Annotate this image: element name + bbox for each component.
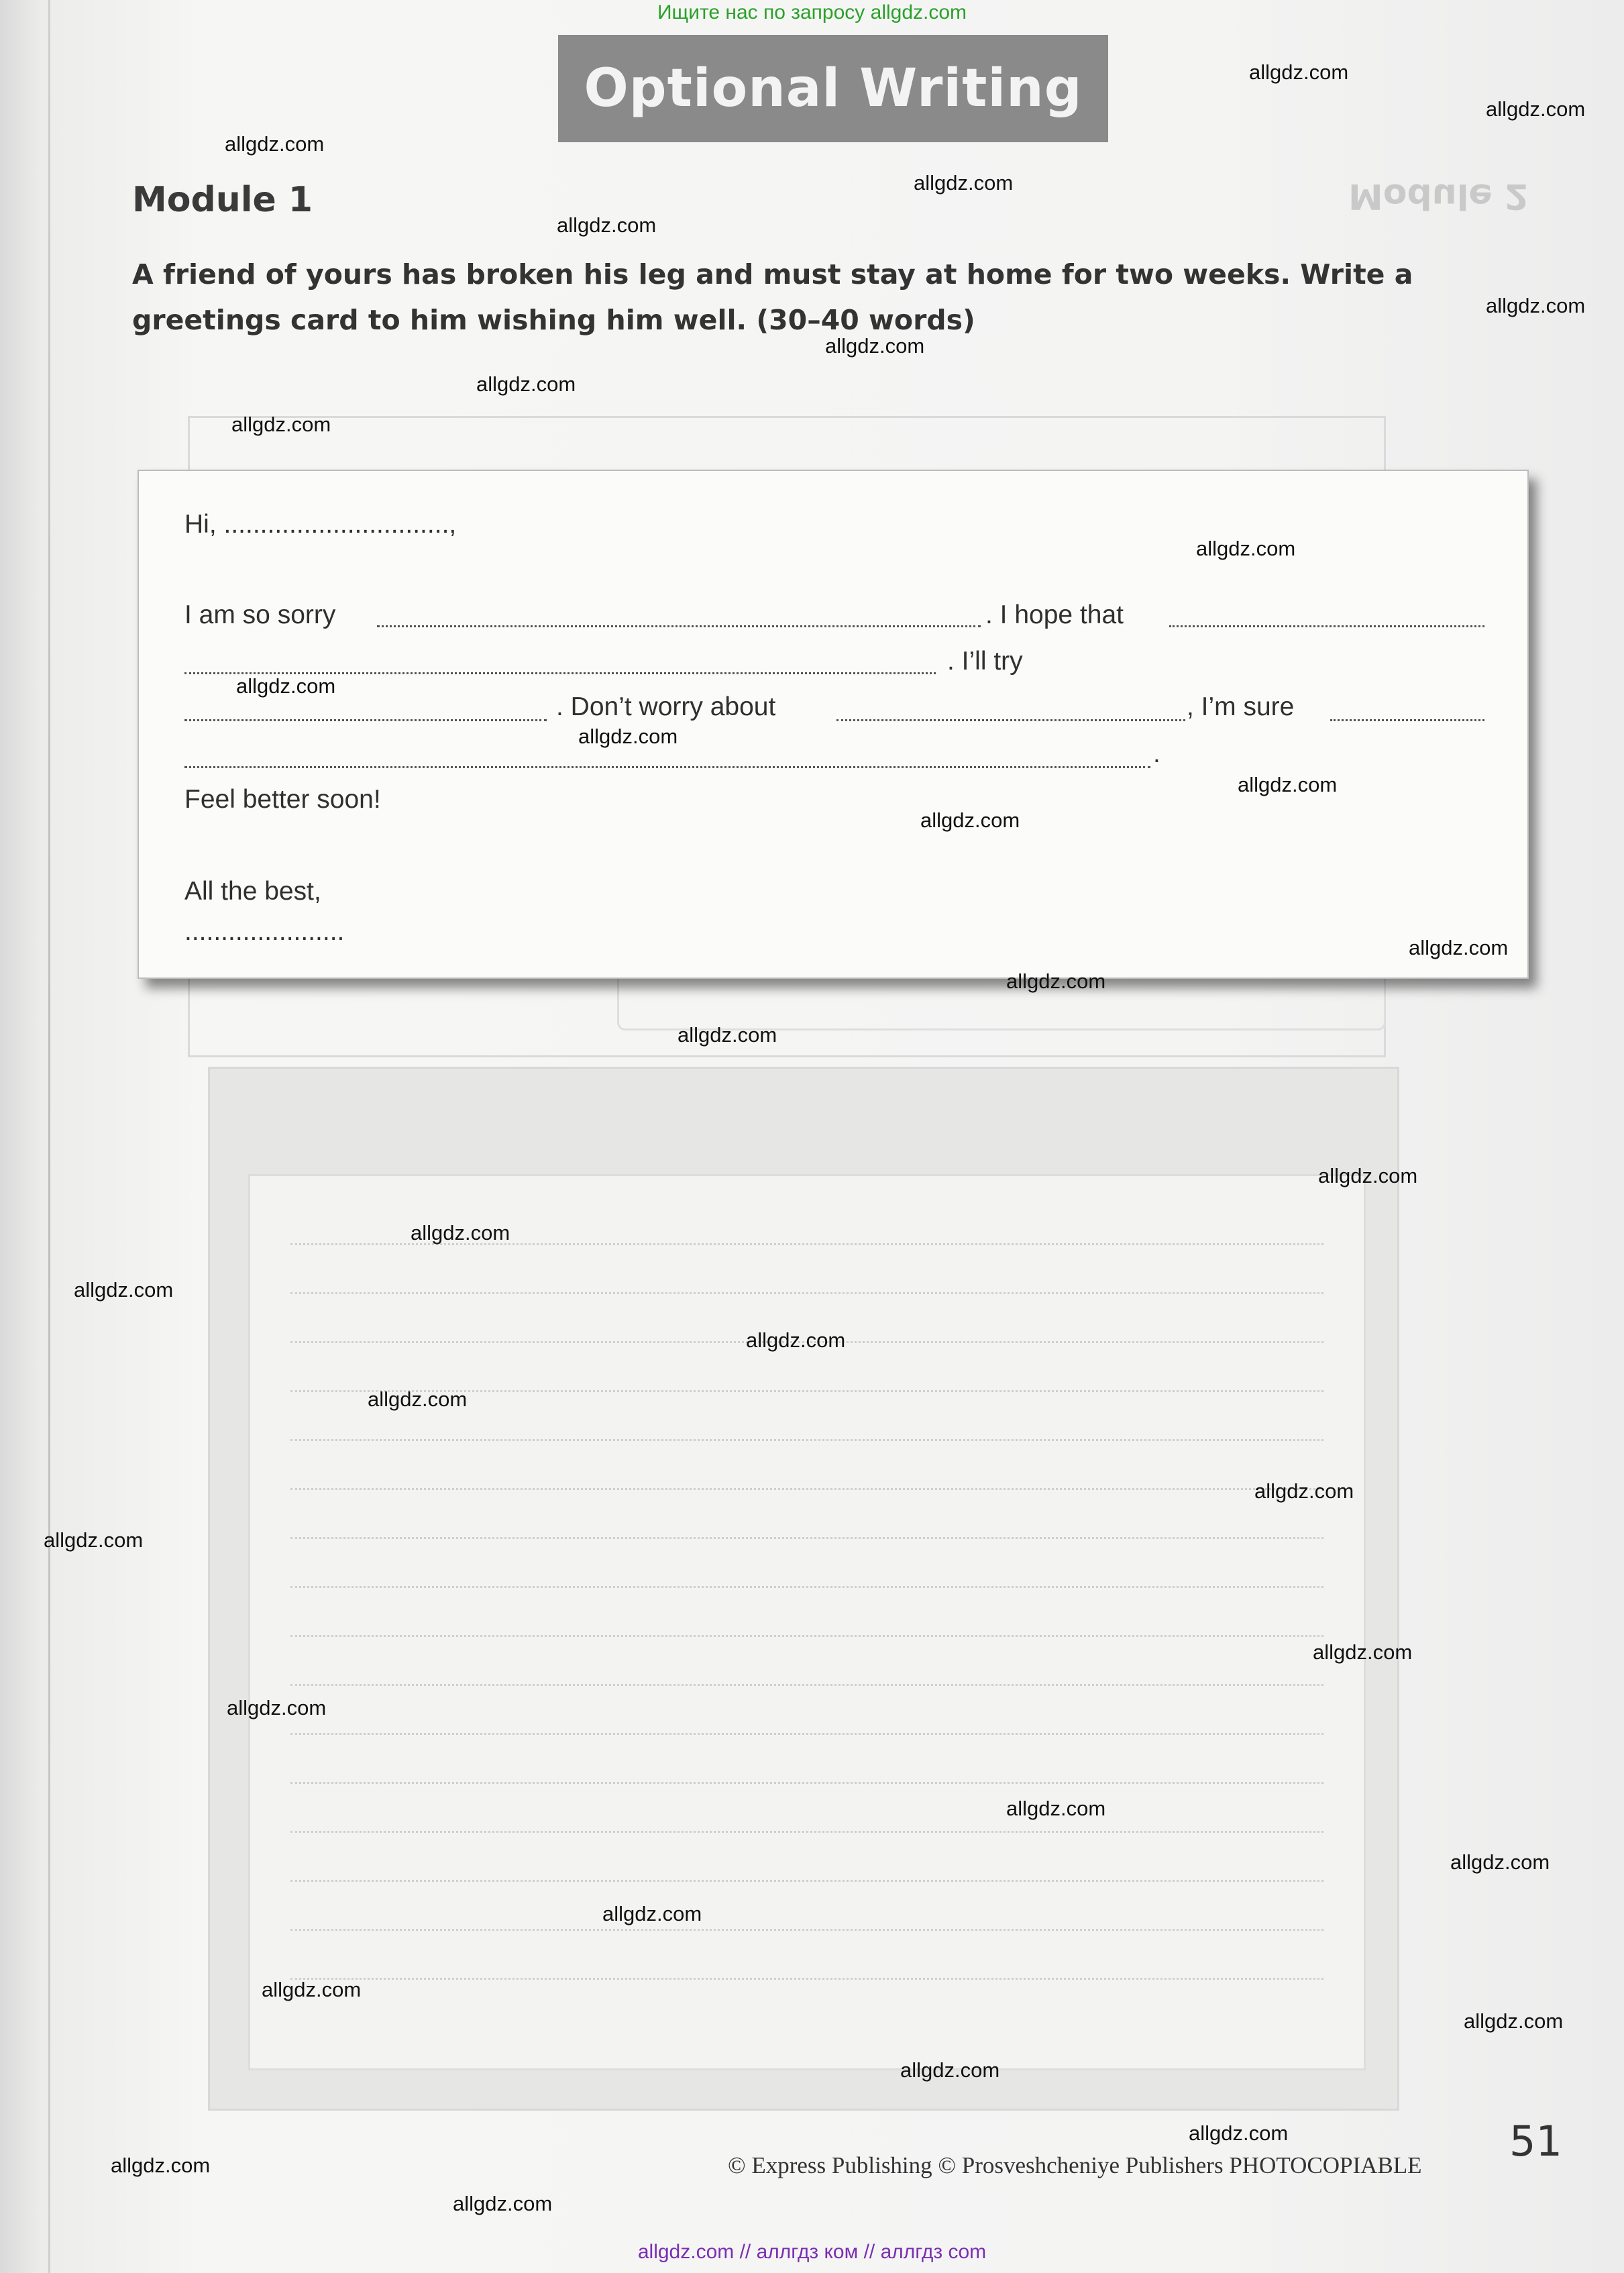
greeting-card [138,470,1529,979]
bottom-banner[interactable]: allgdz.com // аллгдз ком // аллгдз com [637,2241,987,2263]
page-number: 51 [1509,2117,1562,2166]
blank-line[interactable] [1169,625,1484,627]
card-line1-start: I am so sorry [184,600,336,629]
watermark: allgdz.com [111,2154,211,2177]
watermark: allgdz.com [1313,1640,1413,1664]
watermark: allgdz.com [1318,1164,1418,1187]
watermark: allgdz.com [44,1528,144,1552]
watermark: allgdz.com [1486,97,1586,121]
watermark: allgdz.com [1486,294,1586,317]
watermark: allgdz.com [557,213,657,237]
watermark: allgdz.com [236,674,336,698]
blank-line[interactable] [836,719,1185,721]
watermark: allgdz.com [1464,2009,1564,2033]
watermark: allgdz.com [1006,969,1106,993]
watermark: allgdz.com [453,2192,553,2215]
card-line4-end: . [1153,739,1160,768]
card-signature-line[interactable]: ...................... [184,917,345,946]
top-banner[interactable]: Ищите нас по запросу allgdz.com [657,1,967,23]
watermark: allgdz.com [1189,2121,1289,2145]
watermark: allgdz.com [262,1978,362,2001]
ghost-module-2-heading: Module 2 [1348,176,1529,216]
task-instructions: A friend of yours has broken his leg and must stay at home for two weeks. Write a greetings card to him wishing him well. (30–40 words) [132,258,1413,336]
blank-line[interactable] [377,625,981,627]
watermark: allgdz.com [1254,1479,1354,1503]
watermark: allgdz.com [900,2058,1000,2082]
watermark: allgdz.com [825,334,925,358]
card-line1-mid: . I hope that [985,600,1124,629]
watermark: allgdz.com [411,1221,510,1245]
card-line3-mid: , I’m sure [1187,692,1295,721]
watermark: allgdz.com [74,1278,174,1302]
watermark: allgdz.com [227,1696,327,1720]
card-greeting: Hi, ..............................., [184,510,457,539]
watermark: allgdz.com [231,413,331,436]
watermark: allgdz.com [678,1023,777,1047]
section-title: Optional Writing [584,58,1083,119]
card-line3-start: . Don’t worry about [556,692,776,721]
watermark: allgdz.com [920,808,1020,832]
watermark: allgdz.com [1409,936,1509,959]
card-closing-wish: Feel better soon! [184,785,381,814]
watermark: allgdz.com [746,1328,846,1352]
watermark: allgdz.com [476,372,576,396]
ghost-letter-inner [248,1174,1366,2070]
watermark: allgdz.com [368,1387,468,1411]
watermark: allgdz.com [1238,773,1338,796]
watermark: allgdz.com [1196,537,1296,560]
watermark: allgdz.com [225,132,325,156]
watermark: allgdz.com [1006,1797,1106,1820]
card-sign-off: All the best, [184,877,321,906]
copyright-notice: © Express Publishing © Prosveshcheniye Publishers PHOTOCOPIABLE [728,2152,1422,2178]
section-title-box [558,35,1108,142]
blank-line[interactable] [1330,719,1484,721]
module-heading: Module 1 [132,180,313,220]
blank-line[interactable] [184,766,1150,768]
watermark: allgdz.com [914,171,1014,195]
blank-line[interactable] [184,719,547,721]
card-line2: . I’ll try [947,647,1023,676]
watermark: allgdz.com [578,725,678,748]
watermark: allgdz.com [1249,60,1349,84]
watermark: allgdz.com [602,1902,702,1925]
watermark: allgdz.com [1450,1850,1550,1874]
page-spine-shadow [48,0,50,2273]
